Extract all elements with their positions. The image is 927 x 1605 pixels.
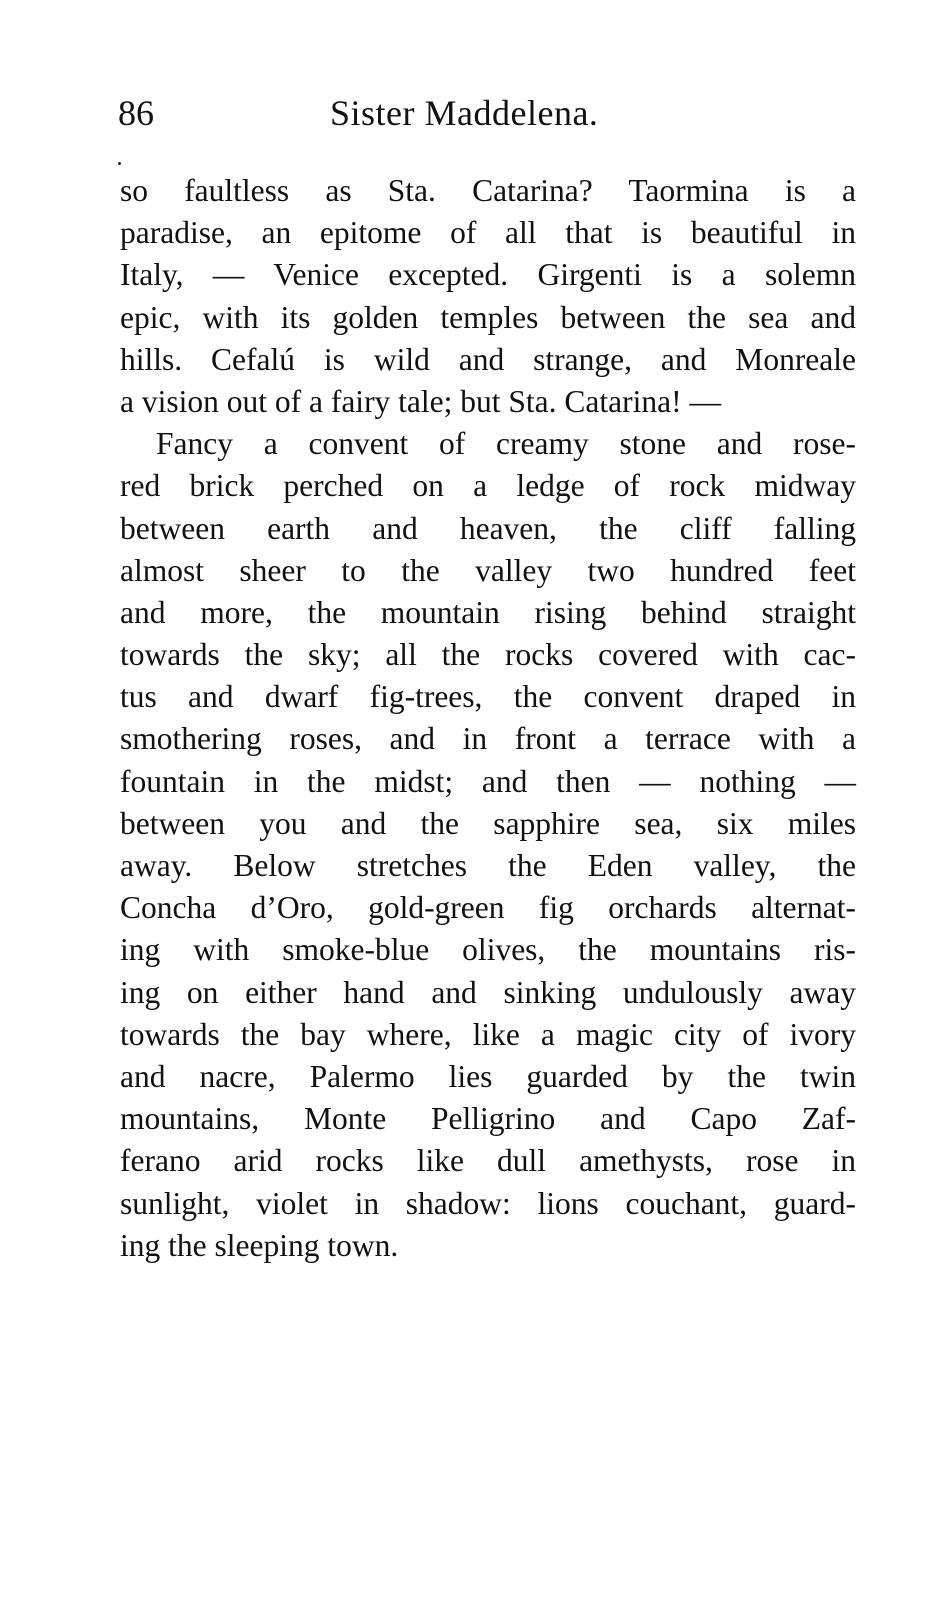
text-line: so faultless as Sta. Catarina? Taormina is a — [120, 173, 856, 208]
text-line: between earth and heaven, the cliff falling — [120, 510, 856, 546]
text-line: towards the sky; all the rocks covered with cac- — [120, 637, 856, 673]
text-line: mountains, Monte Pelligrino and Capo Zaf- — [120, 1101, 856, 1137]
text-line: between you and the sapphire sea, six miles — [120, 805, 856, 841]
text-line: towards the bay where, like a magic city of ivory — [120, 1016, 856, 1052]
running-title: Sister Maddelena. — [330, 93, 599, 133]
text-line: Italy, — Venice excepted. Girgenti is a solemn — [120, 257, 856, 293]
text-line: tus and dwarf fig-trees, the convent draped in — [120, 679, 856, 715]
text-line: almost sheer to the valley two hundred feet — [120, 552, 856, 588]
body-text — [120, 170, 856, 1267]
text-line: red brick perched on a ledge of rock midway — [120, 468, 856, 504]
text-line: ing with smoke-blue olives, the mountains ris- — [120, 932, 856, 968]
print-speck — [118, 162, 121, 165]
text-line: Concha d’Oro, gold-green fig orchards alternat- — [120, 890, 856, 926]
text-line: ing the sleeping town. — [120, 1227, 399, 1263]
text-line: epic, with its golden temples between the sea and — [120, 299, 856, 335]
text-line: paradise, an epitome of all that is beautiful in — [120, 215, 856, 251]
paragraph-start-line: Fancy a convent of creamy stone and rose- — [156, 426, 856, 462]
text-line: hills. Cefalú is wild and strange, and Monreale — [120, 341, 856, 377]
text-line: and more, the mountain rising behind straight — [120, 594, 856, 630]
page-number: 86 — [118, 93, 154, 133]
running-head — [118, 88, 858, 138]
text-line: ferano arid rocks like dull amethysts, rose in — [120, 1143, 856, 1179]
text-line: away. Below stretches the Eden valley, the — [120, 848, 856, 883]
text-line: and nacre, Palermo lies guarded by the twin — [120, 1058, 856, 1094]
text-line: fountain in the midst; and then — nothing — — [120, 763, 856, 799]
text-line: ing on either hand and sinking undulously away — [120, 974, 856, 1010]
text-line: a vision out of a fairy tale; but Sta. Catarina! — — [120, 383, 721, 419]
text-line: sunlight, violet in shadow: lions couchant, guard- — [120, 1185, 856, 1221]
text-line: smothering roses, and in front a terrace with a — [120, 721, 856, 757]
